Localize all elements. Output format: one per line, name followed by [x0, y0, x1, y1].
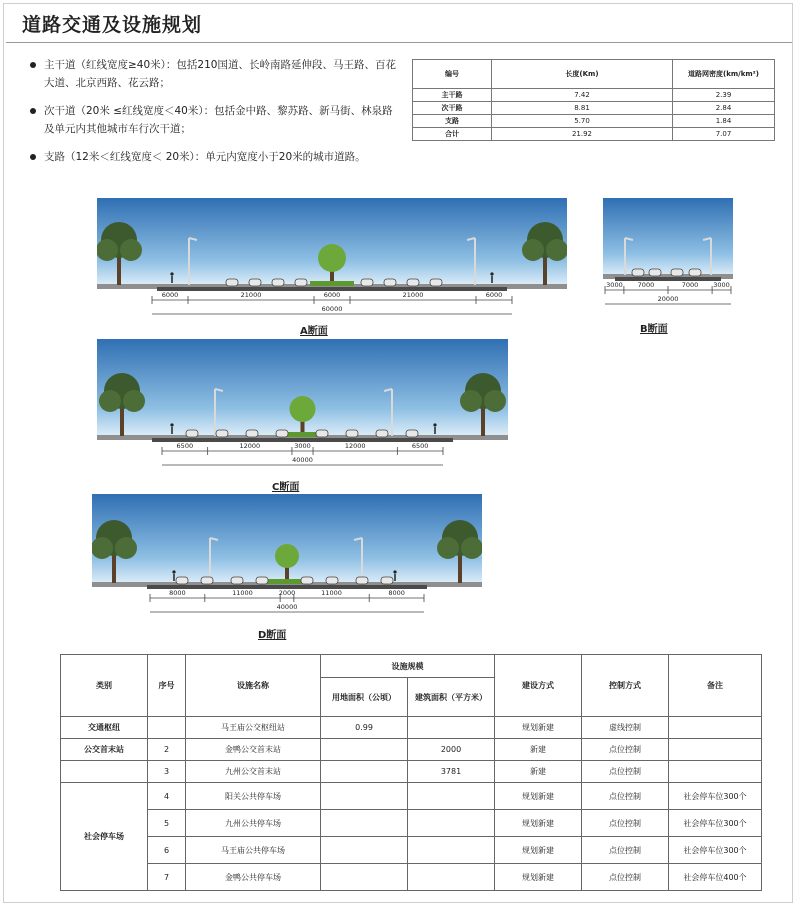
table-cell: 合计: [413, 128, 492, 141]
bullet-text: 次干道（20米 ≤红线宽度＜40米）：包括金中路、黎苏路、新马街、林泉路及单元内其他城市车行次干道；: [44, 105, 393, 135]
cross-section-a-drawing: [97, 198, 567, 324]
car-icon: [356, 577, 368, 584]
table-cell: [321, 810, 408, 837]
table-cell: [321, 864, 408, 891]
dimension-label: 6500: [411, 442, 429, 450]
road-length-table: [412, 59, 775, 141]
table-cell: 8.81: [492, 102, 673, 115]
bullet-text: 支路（12米＜红线宽度＜ 20米）：单元内宽度小于20米的城市道路。: [44, 151, 366, 163]
table-cell: 3781: [408, 761, 495, 783]
header-cell: 建设方式: [495, 655, 582, 717]
table-cell: 4: [148, 783, 186, 810]
table-cell: [321, 783, 408, 810]
tree-right-icon-foliage: [461, 537, 482, 559]
table-cell: 社会停车位300个: [669, 837, 762, 864]
table-cell: 7.07: [673, 128, 775, 141]
median-tree-icon: [318, 244, 346, 272]
sky-background: [603, 198, 733, 278]
table-cell: 金鸭公共停车场: [186, 864, 321, 891]
tree-left-icon-foliage: [99, 390, 121, 412]
total-dimension-label: 40000: [276, 603, 298, 611]
bullet-dot-icon: [30, 62, 36, 68]
table-cell: [61, 761, 148, 783]
table-cell: 虚线控制: [582, 717, 669, 739]
table-cell: 公交首末站: [61, 739, 148, 761]
tree-right-icon-foliage: [484, 390, 506, 412]
table-cell: 规划新建: [495, 717, 582, 739]
car-icon: [671, 269, 683, 276]
dimension-label: 6000: [161, 291, 179, 299]
pedestrian-icon: [490, 272, 493, 275]
bullet-branch-road: [30, 148, 402, 166]
cross-section-d-label: D断面: [258, 630, 287, 641]
car-icon: [649, 269, 661, 276]
dimension-label: 21000: [240, 291, 262, 299]
tree-left-icon-foliage: [123, 390, 145, 412]
cross-section-b: [603, 198, 733, 312]
table-cell: 点位控制: [582, 783, 669, 810]
table-row: [61, 761, 762, 783]
road-classification-list: [30, 56, 402, 176]
table-row: [61, 837, 762, 864]
header-cell: 类别: [61, 655, 148, 717]
table-cell: 金鸭公交首末站: [186, 739, 321, 761]
table-row: [61, 717, 762, 739]
car-icon: [316, 430, 328, 437]
bullet-secondary-road: [30, 102, 402, 138]
pedestrian-icon: [433, 423, 436, 426]
table-cell: [669, 761, 762, 783]
table-header-row: [413, 60, 775, 89]
car-icon: [689, 269, 701, 276]
table-cell: 点位控制: [582, 739, 669, 761]
table-cell: 新建: [495, 761, 582, 783]
page-title: 道路交通及设施规划: [22, 14, 203, 36]
header-cell: 建筑面积（平方米）: [408, 678, 495, 717]
table-cell: 2000: [408, 739, 495, 761]
header-cell: 序号: [148, 655, 186, 717]
cross-section-c: [97, 339, 508, 479]
table-cell: 社会停车位400个: [669, 864, 762, 891]
pedestrian-icon: [170, 423, 173, 426]
table-cell: [321, 761, 408, 783]
table-row: [413, 102, 775, 115]
cross-section-a: [97, 198, 567, 324]
table-cell: 7: [148, 864, 186, 891]
table-cell: 规划新建: [495, 783, 582, 810]
tree-right-icon-foliage: [522, 239, 544, 261]
table-cell: 主干路: [413, 89, 492, 102]
table-cell: 社会停车位300个: [669, 783, 762, 810]
table-row: [413, 115, 775, 128]
car-icon: [361, 279, 373, 286]
table-cell: [321, 837, 408, 864]
table-cell: [408, 717, 495, 739]
car-icon: [384, 279, 396, 286]
tree-left-icon-foliage: [115, 537, 137, 559]
car-icon: [430, 279, 442, 286]
dimension-label: 6000: [323, 291, 341, 299]
table-cell: 社会停车位300个: [669, 810, 762, 837]
table-cell: 2: [148, 739, 186, 761]
table-header-row: [61, 655, 762, 678]
dimension-label: 6500: [176, 442, 194, 450]
table-cell: [408, 837, 495, 864]
cross-section-b-label: B断面: [640, 324, 668, 335]
table-row: [413, 128, 775, 141]
road-surface: [615, 277, 721, 281]
table-cell: 点位控制: [582, 864, 669, 891]
table-row: [61, 783, 762, 810]
table-cell: 7.42: [492, 89, 673, 102]
title-divider: [6, 42, 792, 43]
tree-left-icon-foliage: [97, 239, 118, 261]
dimension-label: 6000: [485, 291, 503, 299]
car-icon: [381, 577, 393, 584]
dimension-label: 11000: [232, 589, 253, 597]
header-cell: 用地面积（公顷）: [321, 678, 408, 717]
pedestrian-icon: [170, 272, 173, 275]
table-cell: [408, 783, 495, 810]
table-cell: [321, 739, 408, 761]
dimension-label: 7000: [681, 281, 699, 289]
car-icon: [406, 430, 418, 437]
table-cell: 3: [148, 761, 186, 783]
table-cell: 点位控制: [582, 837, 669, 864]
header-cell: 长度(Km): [492, 60, 673, 89]
table-cell: 21.92: [492, 128, 673, 141]
car-icon: [295, 279, 307, 286]
pedestrian-icon: [172, 570, 175, 573]
median-tree-icon: [275, 544, 299, 568]
tree-right-icon-foliage: [460, 390, 482, 412]
total-dimension-label: 20000: [657, 295, 679, 303]
car-icon: [246, 430, 258, 437]
cross-section-c-label: C断面: [272, 482, 300, 493]
car-icon: [201, 577, 213, 584]
car-icon: [301, 577, 313, 584]
car-icon: [272, 279, 284, 286]
table-cell: 交通枢纽: [61, 717, 148, 739]
table-row: [413, 89, 775, 102]
table-cell: 点位控制: [582, 761, 669, 783]
car-icon: [632, 269, 644, 276]
table-cell: 九州公交首末站: [186, 761, 321, 783]
car-icon: [326, 577, 338, 584]
bullet-text: 主干道（红线宽度≥40米）：包括210国道、长岭南路延伸段、马王路、百花大道、北京西路、花云路；: [44, 59, 396, 89]
table-cell: 6: [148, 837, 186, 864]
bullet-main-road: [30, 56, 402, 92]
cross-section-a-label: A断面: [300, 326, 328, 337]
table-cell: 阳关公共停车场: [186, 783, 321, 810]
cross-section-d: [92, 494, 482, 626]
dimension-label: 12000: [239, 442, 261, 450]
dimension-label: 8000: [169, 589, 186, 597]
tree-left-icon-foliage: [120, 239, 142, 261]
table-cell: 点位控制: [582, 810, 669, 837]
table-cell: 5: [148, 810, 186, 837]
header-cell: 控制方式: [582, 655, 669, 717]
table-cell: 次干路: [413, 102, 492, 115]
table-row: [61, 739, 762, 761]
dimension-label: 7000: [637, 281, 655, 289]
table-row: [61, 810, 762, 837]
table-cell: 规划新建: [495, 837, 582, 864]
table-row: [61, 864, 762, 891]
dimension-label: 3000: [606, 281, 623, 289]
median-tree-icon: [290, 396, 316, 422]
tree-left-icon-foliage: [92, 537, 113, 559]
table-cell: [669, 717, 762, 739]
table-cell: [408, 810, 495, 837]
car-icon: [346, 430, 358, 437]
car-icon: [176, 577, 188, 584]
table-cell: 社会停车场: [61, 783, 148, 891]
header-cell: 备注: [669, 655, 762, 717]
dimension-label: 12000: [344, 442, 366, 450]
car-icon: [249, 279, 261, 286]
table-cell: 规划新建: [495, 864, 582, 891]
car-icon: [276, 430, 288, 437]
bullet-dot-icon: [30, 108, 36, 114]
cross-section-d-drawing: [92, 494, 482, 626]
dimension-label: 8000: [388, 589, 405, 597]
dimension-label: 11000: [321, 589, 342, 597]
pedestrian-icon: [393, 570, 396, 573]
table-cell: 2.39: [673, 89, 775, 102]
dimension-label: 21000: [402, 291, 424, 299]
table-cell: 支路: [413, 115, 492, 128]
total-dimension-label: 60000: [321, 305, 343, 313]
table-cell: 规划新建: [495, 810, 582, 837]
tree-right-icon-foliage: [546, 239, 567, 261]
car-icon: [256, 577, 268, 584]
facility-table: [60, 654, 762, 891]
cross-section-c-drawing: [97, 339, 508, 479]
header-cell: 设施规模: [321, 655, 495, 678]
table-cell: 2.84: [673, 102, 775, 115]
header-cell: 道路网密度(km/km²): [673, 60, 775, 89]
car-icon: [226, 279, 238, 286]
table-cell: 新建: [495, 739, 582, 761]
dimension-label: 2000: [278, 589, 296, 597]
dimension-label: 3000: [713, 281, 730, 289]
table-cell: [669, 739, 762, 761]
table-cell: [148, 717, 186, 739]
cross-section-b-drawing: [603, 198, 733, 312]
median-hedge: [310, 281, 354, 286]
table-cell: 九州公共停车场: [186, 810, 321, 837]
tree-right-icon-foliage: [437, 537, 459, 559]
table-cell: 马王庙公交枢纽站: [186, 717, 321, 739]
total-dimension-label: 40000: [292, 456, 313, 464]
table-cell: [408, 864, 495, 891]
car-icon: [231, 577, 243, 584]
table-cell: 马王庙公共停车场: [186, 837, 321, 864]
header-cell: 设施名称: [186, 655, 321, 717]
table-cell: 0.99: [321, 717, 408, 739]
table-cell: 5.70: [492, 115, 673, 128]
car-icon: [186, 430, 198, 437]
car-icon: [216, 430, 228, 437]
dimension-label: 3000: [294, 442, 311, 450]
table-cell: 1.84: [673, 115, 775, 128]
bullet-dot-icon: [30, 154, 36, 160]
car-icon: [407, 279, 419, 286]
car-icon: [376, 430, 388, 437]
header-cell: 编号: [413, 60, 492, 89]
